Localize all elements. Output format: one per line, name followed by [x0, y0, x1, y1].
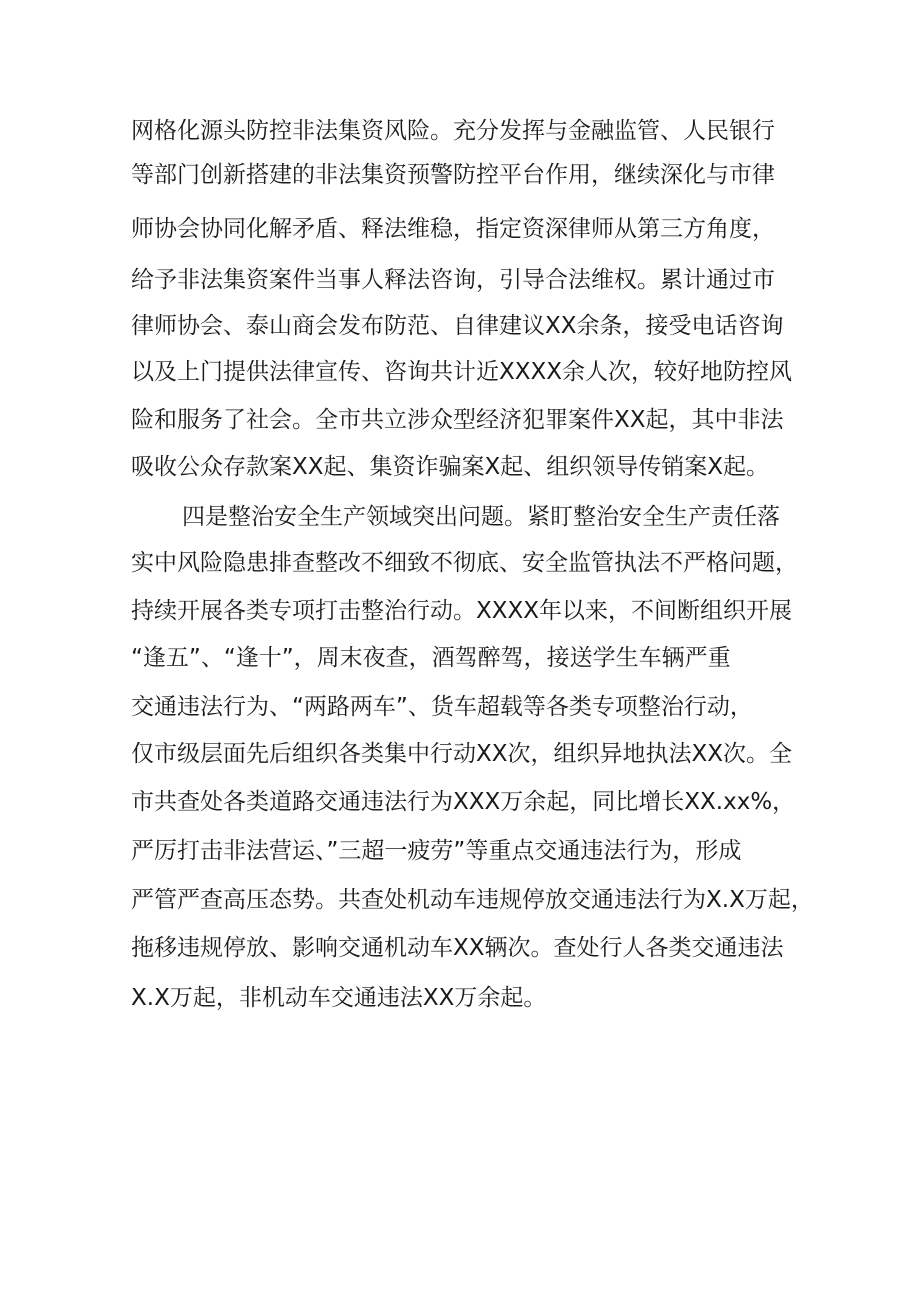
- paragraph-2-line-5: 交通违法行为、“两路两车”、货车超载等各类专项整治行动，: [131, 694, 753, 720]
- paragraph-1-line-5: 律师协会、泰山商会发布防范、自律建议XX余条，接受电话咨询: [131, 313, 784, 339]
- paragraph-1-line-1: 网格化源头防控非法集资风险。充分发挥与金融监管、人民银行: [131, 118, 775, 144]
- paragraph-2-line-7: 市共查处各类道路交通违法行为XXX万余起，同比增长XX.xx%，: [131, 789, 796, 815]
- paragraph-2-line-2: 实中风险隐患排查整改不细致不彻底、安全监管执法不严格问题，: [131, 550, 798, 576]
- paragraph-1-line-2: 等部门创新搭建的非法集资预警防控平台作用，继续深化与市律: [131, 162, 775, 188]
- paragraph-1-line-3: 师协会协同化解矛盾、释法维稳，指定资深律师从第三方角度，: [131, 216, 775, 242]
- paragraph-2-line-9: 严管严查高压态势。共查处机动车违规停放交通违法行为X.X万起，: [131, 887, 814, 913]
- paragraph-1-line-7: 险和服务了社会。全市共立涉众型经济犯罪案件XX起，其中非法: [131, 407, 784, 433]
- paragraph-2-line-11: X.X万起，非机动车交通违法XX万余起。: [131, 985, 547, 1011]
- paragraph-2-line-8: 严厉打击非法营运、”三超一疲劳”等重点交通违法行为，形成: [131, 838, 742, 864]
- paragraph-1-line-4: 给予非法集资案件当事人释法咨询，引导合法维权。累计通过市: [131, 267, 775, 293]
- paragraph-2-line-1: 四是整治安全生产领域突出问题。紧盯整治安全生产责任落: [182, 504, 780, 530]
- paragraph-2-line-10: 拖移违规停放、影响交通机动车XX辆次。查处行人各类交通违法: [131, 935, 784, 961]
- paragraph-1-line-6: 以及上门提供法律宣传、咨询共计近XXXX余人次，较好地防控风: [131, 359, 793, 385]
- paragraph-2-line-3: 持续开展各类专项打击整治行动。XXXX年以来，不间断组织开展: [131, 598, 793, 624]
- paragraph-2-line-4: “逢五”、“逢十”，周末夜查，酒驾醉驾，接送学生车辆严重: [131, 645, 731, 671]
- paragraph-2-line-6: 仅市级层面先后组织各类集中行动XX次，组织异地执法XX次。全: [131, 741, 793, 767]
- paragraph-1-line-8: 吸收公众存款案XX起、集资诈骗案X起、组织领导传销案X起。: [131, 454, 770, 480]
